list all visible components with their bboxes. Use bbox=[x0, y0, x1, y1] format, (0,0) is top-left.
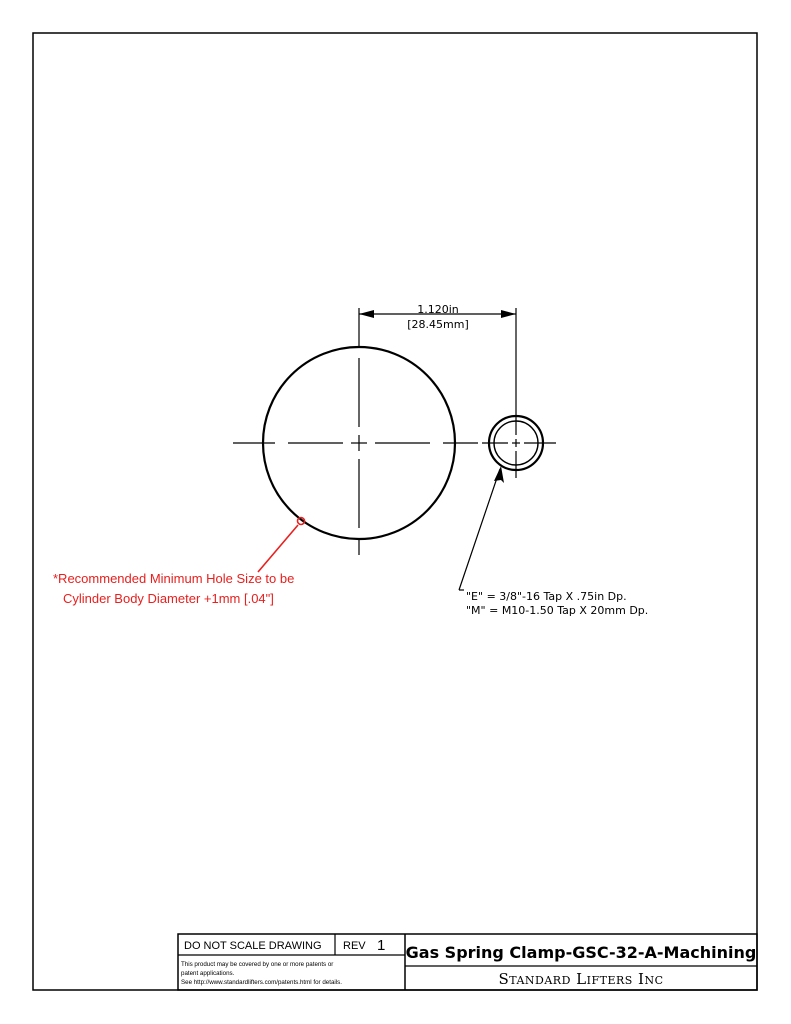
patent-line-3: See http://www.standardlifters.com/patents.html for details. bbox=[181, 979, 342, 986]
rev-value: 1 bbox=[377, 937, 386, 954]
drawing-title: Gas Spring Clamp-GSC-32-A-Machining bbox=[405, 943, 757, 962]
hole-note-line-1: *Recommended Minimum Hole Size to be bbox=[53, 571, 295, 586]
dimension-arrow-left bbox=[359, 310, 374, 318]
tap-callout-leader bbox=[459, 469, 500, 590]
dimension-inches: 1.120in bbox=[417, 303, 459, 316]
patent-line-2: patent applications. bbox=[181, 970, 235, 977]
tap-callout-line-2: "M" = M10-1.50 Tap X 20mm Dp. bbox=[466, 604, 649, 617]
company-name: Standard Lifters Inc bbox=[498, 970, 664, 988]
rev-label: REV bbox=[343, 940, 366, 952]
tap-callout-arrow bbox=[494, 466, 504, 483]
dimension-arrow-right bbox=[501, 310, 516, 318]
tap-callout-line-1: "E" = 3/8"-16 Tap X .75in Dp. bbox=[466, 590, 627, 603]
dimension-mm: [28.45mm] bbox=[407, 318, 469, 331]
scale-warning: DO NOT SCALE DRAWING bbox=[184, 940, 322, 952]
drawing-border bbox=[33, 33, 757, 990]
patent-line-1: This product may be covered by one or more patents or bbox=[181, 961, 334, 968]
hole-note-line-2: Cylinder Body Diameter +1mm [.04"] bbox=[63, 591, 274, 606]
large-hole-centerlines bbox=[233, 308, 478, 555]
hole-note-leader bbox=[258, 518, 305, 573]
tapped-hole-centerlines bbox=[482, 308, 556, 478]
